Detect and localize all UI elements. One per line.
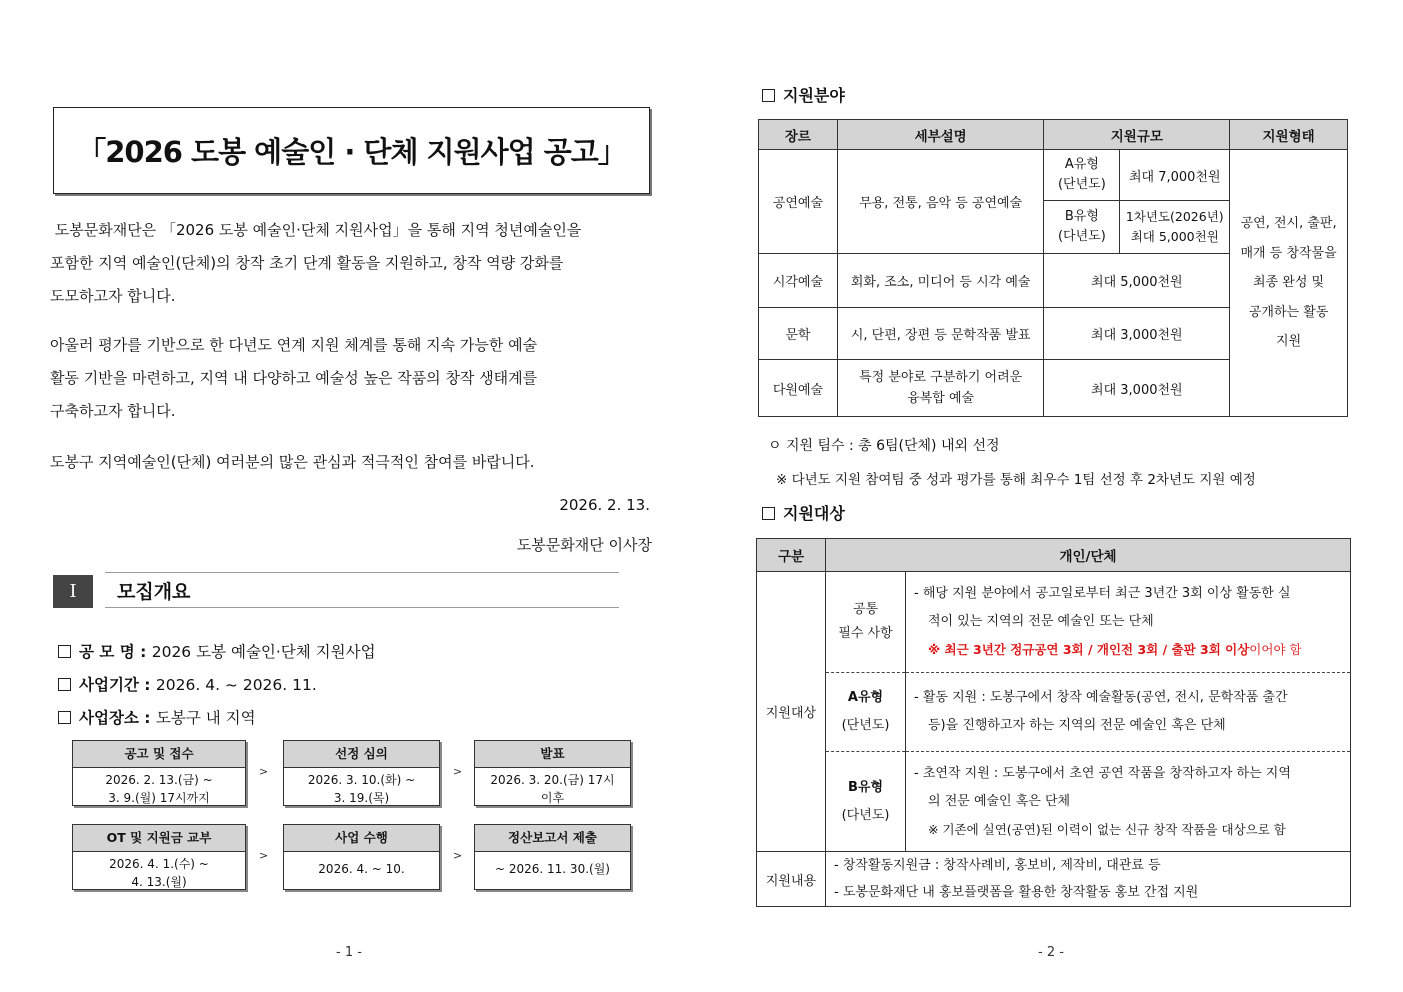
target-table	[756, 538, 1351, 907]
checkbox-icon	[762, 89, 775, 102]
header-cell: 지원형태	[1230, 120, 1348, 150]
arrow-icon: >	[259, 849, 269, 862]
type-cell: A유형 (단년도)	[1044, 150, 1120, 201]
intro-line: 도모하고자 합니다.	[50, 287, 176, 305]
desc-cell: 특정 분야로 구분하기 어려운 융복합 예술	[837, 360, 1044, 417]
para-line: 활동 기반을 마련하고, 지역 내 다양하고 예술성 높은 작품의 창작 생태계를	[50, 369, 538, 387]
header-cell: 장르	[759, 120, 838, 150]
flow-step: OT 및 지원금 교부 2026. 4. 1.(수) ~ 4. 13.(월)	[72, 824, 246, 890]
team-count-note: ㅇ 지원 팀수 : 총 6팀(단체) 내외 선정	[768, 438, 1000, 454]
item-period: 사업기간 : 2026. 4. ~ 2026. 11.	[58, 673, 317, 695]
table-row	[757, 572, 1351, 673]
table-row	[757, 852, 1351, 907]
amount-cell: 최대 3,000천원	[1044, 308, 1230, 360]
genre-cell: 다원예술	[759, 360, 838, 417]
content-cell: - 창작활동지원금 : 창작사례비, 홍보비, 제작비, 대관료 등 - 도봉문화재단 내 홍보플랫폼을 활용한 창작활동 홍보 간접 지원	[826, 852, 1351, 907]
amount-cell: 최대 7,000천원	[1120, 150, 1230, 201]
arrow-icon: >	[259, 765, 269, 778]
desc-cell: 회화, 조소, 미디어 등 시각 예술	[837, 254, 1044, 308]
header-cell: 세부설명	[837, 120, 1044, 150]
field-heading: 지원분야	[762, 83, 845, 106]
section-number: I	[53, 575, 93, 608]
checkbox-icon	[58, 678, 71, 691]
table-header-row	[759, 120, 1348, 150]
table-header-row	[757, 539, 1351, 572]
field-table	[758, 119, 1348, 417]
notice-title-box	[53, 107, 650, 194]
header-cell: 구분	[757, 539, 826, 572]
notice-date: 2026. 2. 13.	[559, 496, 650, 514]
requirement-cell: - 초연작 지원 : 도봉구에서 초연 공연 작품을 창작하고자 하는 지역 의 전문 예술인 혹은 단체 ※ 기존에 실연(공연)된 이력이 없는 신규 창작 작품을 대상으로 함	[906, 752, 1351, 852]
genre-cell: 시각예술	[759, 254, 838, 308]
content-label-cell: 지원내용	[757, 852, 826, 907]
genre-cell: 문학	[759, 308, 838, 360]
arrow-icon: >	[453, 765, 463, 778]
type-cell: A유형 (단년도)	[826, 673, 906, 752]
flow-step: 선정 심의 2026. 3. 10.(화) ~ 3. 19.(목)	[283, 740, 440, 806]
checkbox-icon	[762, 507, 775, 520]
type-cell: B유형 (다년도)	[1044, 201, 1120, 254]
target-label-cell: 지원대상	[757, 572, 826, 852]
notice-title: 「2026 도봉 예술인 · 단체 지원사업 공고」	[77, 135, 626, 169]
notice-signer: 도봉문화재단 이사장	[516, 536, 652, 554]
section-title: 모집개요	[105, 572, 619, 608]
arrow-icon: >	[453, 849, 463, 862]
amount-cell: 1차년도(2026년) 최대 5,000천원	[1120, 201, 1230, 254]
flow-step: 정산보고서 제출 ~ 2026. 11. 30.(월)	[474, 824, 631, 890]
header-cell: 개인/단체	[826, 539, 1351, 572]
amount-cell: 최대 5,000천원	[1044, 254, 1230, 308]
page-number: - 1 -	[336, 945, 362, 960]
table-row	[757, 673, 1351, 752]
type-cell: B유형 (다년도)	[826, 752, 906, 852]
multi-year-note: ※ 다년도 지원 참여팀 중 성과 평가를 통해 최우수 1팀 선정 후 2차년도 지원 예정	[776, 472, 1256, 488]
table-row	[759, 150, 1348, 201]
intro-paragraph	[50, 214, 655, 313]
genre-cell: 공연예술	[759, 150, 838, 254]
flow-step: 사업 수행 2026. 4. ~ 10.	[283, 824, 440, 890]
intro-line: 도봉문화재단은 「2026 도봉 예술인·단체 지원사업」을 통해 지역 청년예술인을	[50, 221, 582, 239]
third-paragraph: 도봉구 지역예술인(단체) 여러분의 많은 관심과 적극적인 참여를 바랍니다.	[50, 453, 535, 471]
requirement-cell: - 활동 지원 : 도봉구에서 창작 예술활동(공연, 전시, 문학작품 출간 등)을 진행하고자 하는 지역의 전문 예술인 혹은 단체	[906, 673, 1351, 752]
checkbox-icon	[58, 645, 71, 658]
table-row	[757, 752, 1351, 852]
para-line: 구축하고자 합니다.	[50, 402, 176, 420]
item-place: 사업장소 : 도봉구 내 지역	[58, 706, 256, 728]
amount-cell: 최대 3,000천원	[1044, 360, 1230, 417]
para-line: 아울러 평가를 기반으로 한 다년도 연계 지원 체계를 통해 지속 가능한 예술	[50, 336, 538, 354]
intro-line: 포함한 지역 예술인(단체)의 창작 초기 단계 활동을 지원하고, 창작 역량 강화를	[50, 254, 564, 272]
item-contest-name: 공 모 명 : 2026 도봉 예술인·단체 지원사업	[58, 640, 376, 662]
flow-step: 공고 및 접수 2026. 2. 13.(금) ~ 3. 9.(월) 17시까지	[72, 740, 246, 806]
desc-cell: 무용, 전통, 음악 등 공연예술	[837, 150, 1044, 254]
desc-cell: 시, 단편, 장편 등 문학작품 발표	[837, 308, 1044, 360]
target-heading: 지원대상	[762, 501, 845, 524]
page-number: - 2 -	[1038, 945, 1064, 960]
type-cell: 공통 필수 사항	[826, 572, 906, 673]
form-cell: 공연, 전시, 출판, 매개 등 창작물을 최종 완성 및 공개하는 활동 지원	[1230, 150, 1348, 417]
checkbox-icon	[58, 711, 71, 724]
second-paragraph	[50, 329, 655, 428]
flow-step: 발표 2026. 3. 20.(금) 17시 이후	[474, 740, 631, 806]
requirement-cell: - 해당 지원 분야에서 공고일로부터 최근 3년간 3회 이상 활동한 실 적이 있는 지역의 전문 예술인 또는 단체 ※ 최근 3년간 정규공연 3회 / 개인전 3회 / 출판 3회 이상이어야 함	[906, 572, 1351, 673]
header-cell: 지원규모	[1044, 120, 1230, 150]
